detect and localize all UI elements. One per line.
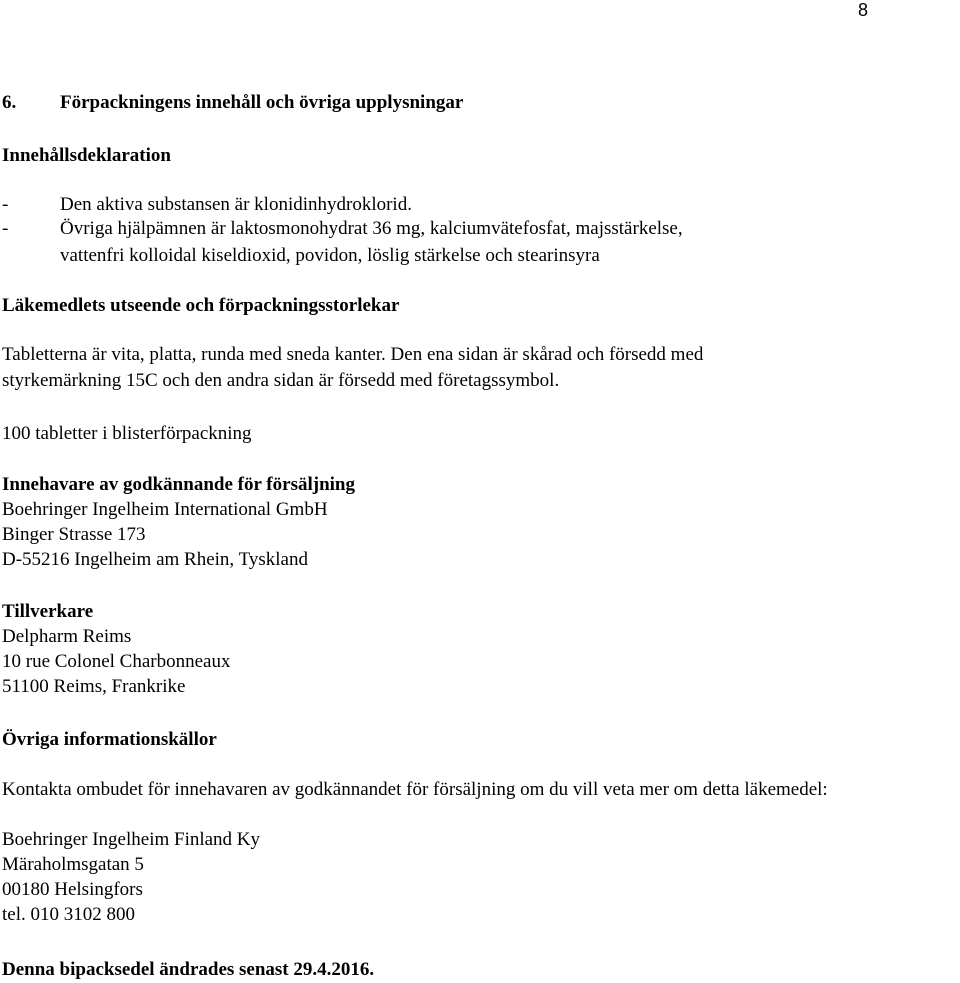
local-rep-phone: tel. 010 3102 800 [2,904,135,925]
revision-date: Denna bipacksedel ändrades senast 29.4.2016. [2,959,375,980]
appearance-heading: Läkemedlets utseende och förpackningsstorlekar [2,295,400,316]
manufacturer-heading: Tillverkare [2,601,94,622]
declaration-heading: Innehållsdeklaration [2,145,171,166]
page-number: 8 [857,0,868,20]
manufacturer-city: 51100 Reims, Frankrike [2,676,186,697]
declaration-item-1-text: Den aktiva substansen är klonidinhydroklorid. [60,194,412,215]
declaration-item-2-text: Övriga hjälpämnen är laktosmonohydrat 36 mg, kalciumvätefosfat, majsstärkelse, [60,218,683,239]
section-number: 6. [2,92,17,113]
local-rep-name: Boehringer Ingelheim Finland Ky [2,829,261,850]
holder-street: Binger Strasse 173 [2,524,146,545]
pack-size: 100 tabletter i blisterförpackning [2,423,252,444]
other-info-heading: Övriga informationskällor [2,729,217,750]
section-heading [2,93,463,112]
contact-text: Kontakta ombudet för innehavaren av godkännandet för försäljning om du vill veta mer om detta läkemedel: [2,779,828,800]
declaration-item-2-continued: vattenfri kolloidal kiseldioxid, povidon, löslig stärkelse och stearinsyra [60,245,600,266]
manufacturer-name: Delpharm Reims [2,626,132,647]
bullet-marker: - [2,218,9,239]
local-rep-city: 00180 Helsingfors [2,879,143,900]
holder-name: Boehringer Ingelheim International GmbH [2,499,328,520]
local-rep-street: Märaholmsgatan 5 [2,854,144,875]
bullet-marker: - [2,194,9,215]
appearance-text-line-1: Tabletterna är vita, platta, runda med sneda kanter. Den ena sidan är skårad och försedd med [2,344,704,365]
appearance-text-line-2: styrkemärkning 15C och den andra sidan är försedd med företagssymbol. [2,370,560,391]
declaration-item-2 [2,219,683,238]
manufacturer-street: 10 rue Colonel Charbonneaux [2,651,231,672]
declaration-item-1 [2,195,412,214]
holder-heading: Innehavare av godkännande för försäljning [2,474,355,495]
section-title: Förpackningens innehåll och övriga upplysningar [60,92,464,113]
holder-city: D-55216 Ingelheim am Rhein, Tyskland [2,549,308,570]
